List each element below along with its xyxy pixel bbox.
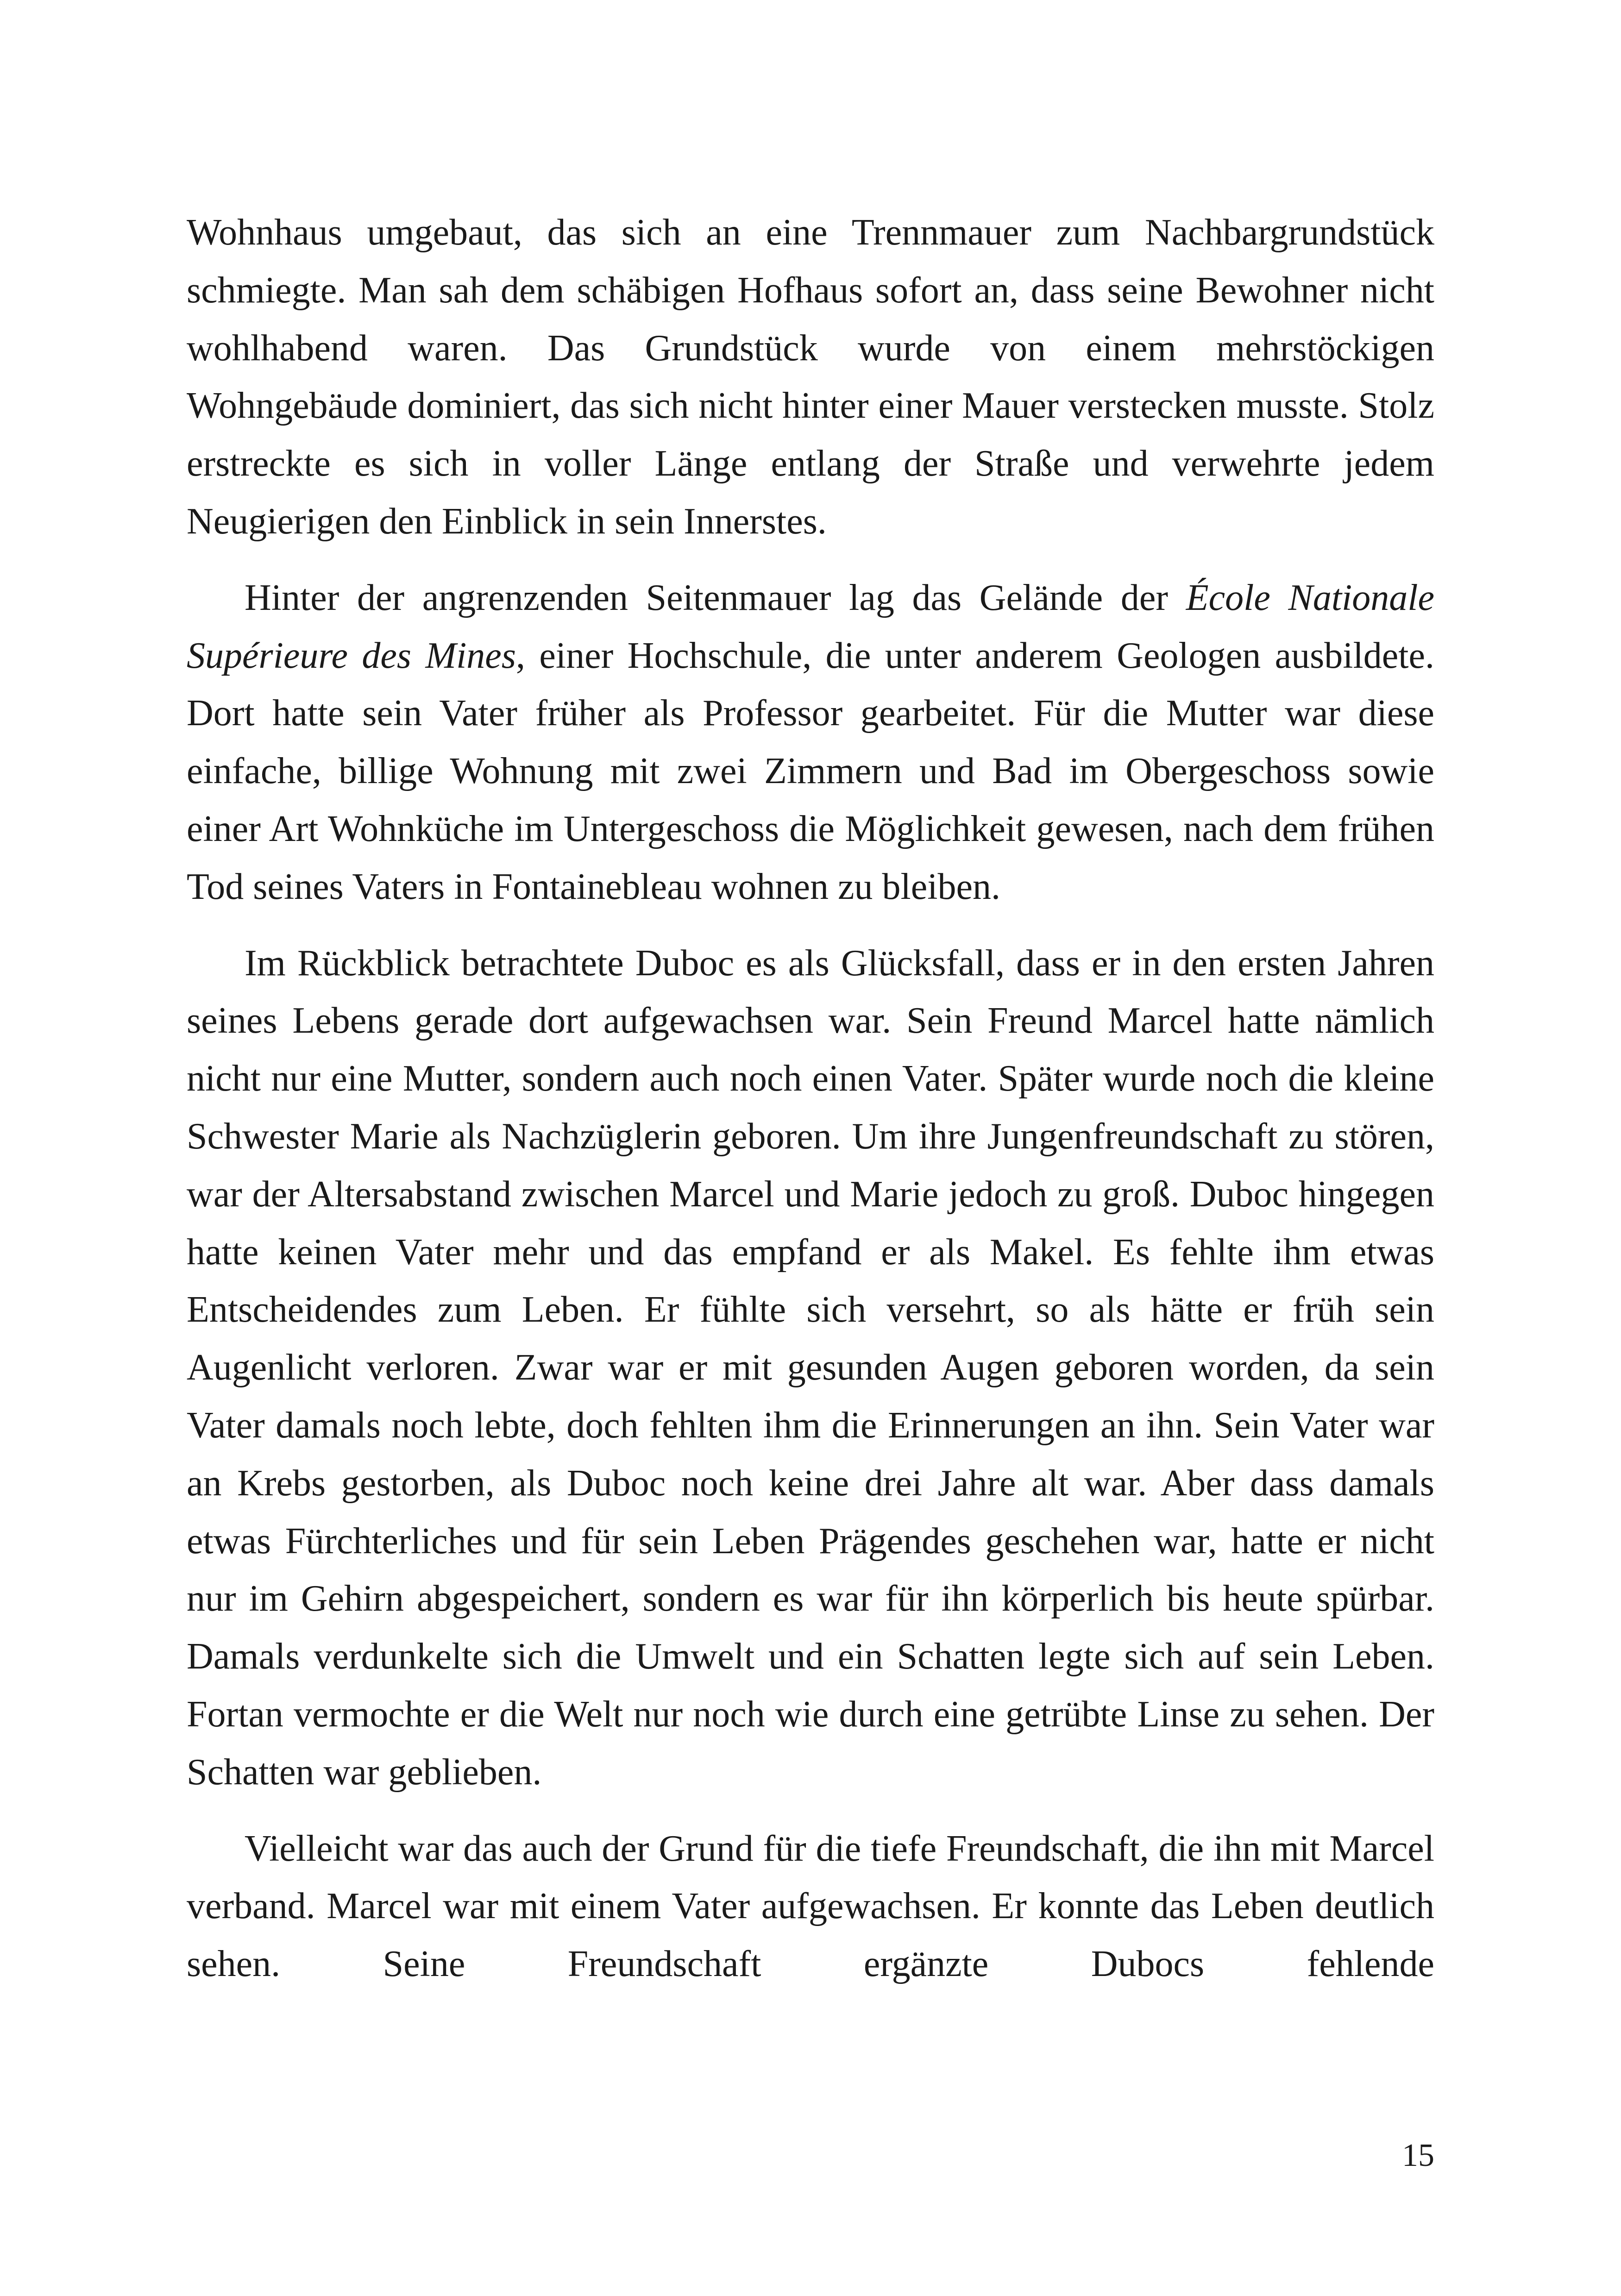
paragraph-2-start: Hinter der angrenzenden Seitenmauer lag das Gelände der — [245, 577, 1186, 618]
paragraph-1: Wohnhaus umgebaut, das sich an eine Trennmauer zum Nachbargrundstück schmiegte. Man sah dem schäbigen Hofhaus sofort an, dass seine Bewohner nicht wohlhabend waren. Das Grundstück wurde von einem mehrstöckigen Wohngebäude dominiert, das sich nicht hinter einer Mauer verstecken musste. Stolz erstreckte es sich in voller Länge entlang der Straße und verwehrte jedem Neugierigen den Einblick in sein Innerstes. — [187, 212, 1434, 542]
page-number: 15 — [1402, 2138, 1434, 2173]
institution-name-italic: École Nationale Supérieure des Mines — [187, 577, 1435, 676]
paragraph-2 — [187, 569, 1434, 916]
body-text — [187, 204, 1434, 2012]
paragraph-3: Im Rückblick betrachtete Duboc es als Glücksfall, dass er in den ersten Jahren seines Lebens gerade dort aufgewachsen war. Sein Freund Marcel hatte nämlich nicht nur eine Mutter, sondern auch noch einen Vater. Später wurde noch die kleine Schwester Marie als Nachzüglerin geboren. Um ihre Jungenfreundschaft zu stören, war der Altersabstand zwischen Marcel und Marie jedoch zu groß. Duboc hingegen hatte keinen Vater mehr und das empfand er als Makel. Es fehlte ihm etwas Entscheidendes zum Leben. Er fühlte sich versehrt, so als hätte er früh sein Augenlicht verloren. Zwar war er mit gesunden Augen geboren worden, da sein Vater damals noch lebte, doch fehlten ihm die Erinnerungen an ihn. Sein Vater war an Krebs gestorben, als Duboc noch keine drei Jahre alt war. Aber dass damals etwas Fürchterliches und für sein Leben Prägendes geschehen war, hatte er nicht nur im Gehirn abgespeichert, sondern es war für ihn körperlich bis heute spürbar. Damals verdunkelte sich die Umwelt und ein Schatten legte sich auf sein Leben. Fortan vermochte er die Welt nur noch wie durch eine getrübte Linse zu sehen. Der Schatten war geblieben. — [187, 942, 1434, 1793]
paragraph-4: Vielleicht war das auch der Grund für die tiefe Freundschaft, die ihn mit Marcel verband. Marcel war mit einem Vater aufgewachsen. Er konnte das Leben deutlich sehen. Seine Freundschaft ergänzte Dubocs fehlende — [187, 1828, 1434, 1985]
paragraph-2-rest: , einer Hochschule, die unter anderem Geologen ausbildete. Dort hatte sein Vater früher als Professor gearbeitet. Für die Mutter war diese einfache, billige Wohnung mit zwei Zimmern und Bad im Obergeschoss sowie einer Art Wohnküche im Untergeschoss die Möglichkeit gewesen, nach dem frühen Tod seines Vaters in Fontainebleau wohnen zu bleiben. — [187, 635, 1434, 907]
